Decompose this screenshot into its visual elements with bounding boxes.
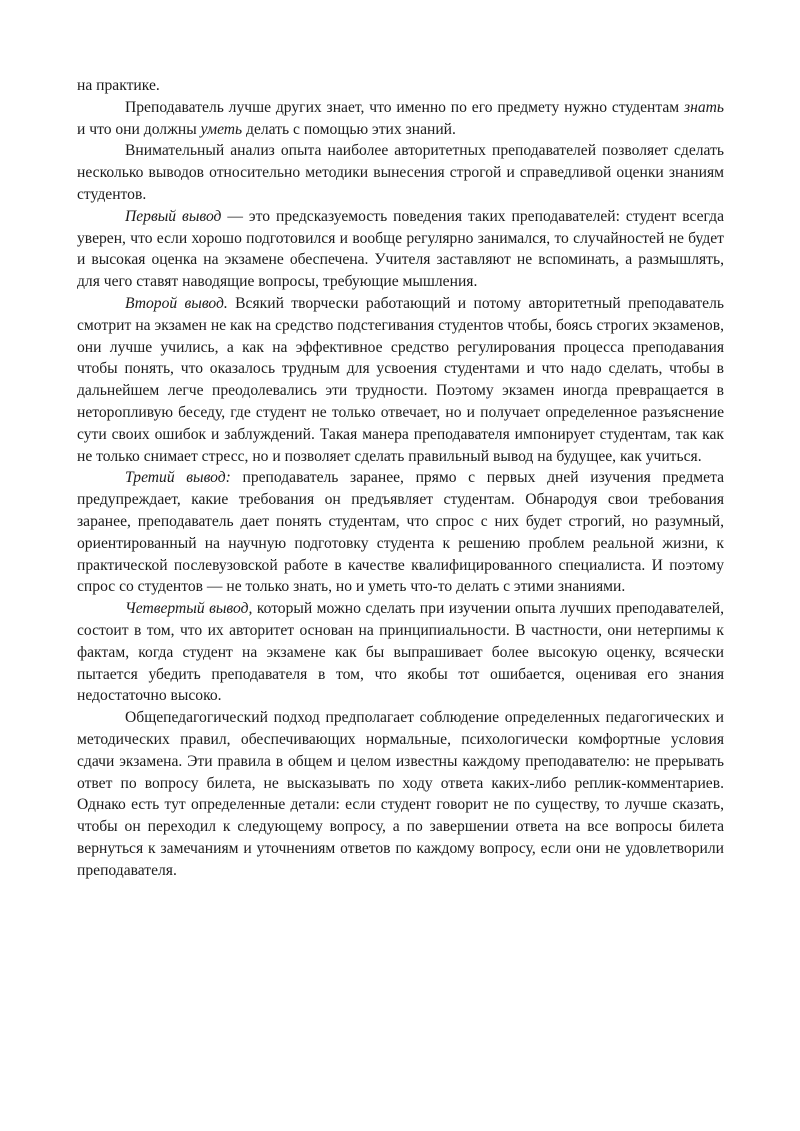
paragraph-continuation xyxy=(77,75,724,97)
text-segment: Преподаватель лучше других знает, что именно по его предмету нужно студентам xyxy=(125,98,685,116)
text-segment: — это предсказуемость поведения таких преподавателей: студент всегда уверен, что если хорошо подготовился и вообще регулярно занимался, то случайностей не будет и высокая оценка на экзамене обеспечена. Учителя заставляют не вспоминать, а размышлять, для чего ставят наводящие вопросы, требующие мышления. xyxy=(77,207,724,291)
paragraph-teacher-knows xyxy=(77,97,724,141)
conclusion-heading: Четвертый вывод, xyxy=(125,600,253,618)
conclusion-heading: Первый вывод xyxy=(125,207,222,225)
text-segment: Общепедагогический подход предполагает соблюдение определенных педагогических и методических правил, обеспечивающих нормальные, психологически комфортные условия сдачи экзамена. Эти правила в общем и целом известны каждому преподавателю: не прерывать ответ по вопросу билета, не высказывать по ходу ответа каких-либо реплик-комментариев. Однако есть тут определенные детали: если студент говорит не по существу, то лучше сказать, чтобы он переходил к следующему вопросу, а по завершении ответа на все вопросы билета вернуться к замечаниям и уточнениям ответов по каждому вопросу, если они не удовлетворили преподавателя. xyxy=(77,709,724,879)
text-segment: на практике. xyxy=(77,77,160,94)
conclusion-heading: Третий вывод: xyxy=(125,469,231,487)
paragraph-analysis xyxy=(77,140,724,205)
text-segment: и что они должны xyxy=(77,120,201,138)
text-segment: делать с помощью этих знаний. xyxy=(242,120,456,138)
paragraph-general-approach xyxy=(77,707,724,881)
document-page xyxy=(77,75,724,881)
emphasis-know: знать xyxy=(684,98,724,116)
text-segment: Всякий творчески работающий и потому авторитетный преподаватель смотрит на экзамен не как на средство подстегивания студентов чтобы, боясь строгих экзаменов, они лучше учились, а как на эффективное средство регулирования процесса преподавания чтобы понять, что оказалось трудным для усвоения студентами и что надо сделать, чтобы в дальнейшем легче преодолевались эти трудности. Поэтому экзамен иногда превращается в неторопливую беседу, где студент не только отвечает, но и получает определенное разъяснение сути своих ошибок и заблуждений. Такая манера преподавателя импонирует студентам, так как не только снимает стресс, но и позволяет сделать правильный вывод на будущее, как учиться. xyxy=(77,294,724,465)
emphasis-be-able: уметь xyxy=(200,120,243,138)
text-segment: который можно сделать при изучении опыта лучших преподавателей, состоит в том, что их авторитет основан на принципиальности. В частности, они нетерпимы к фактам, когда студент на экзамене как бы выпрашивает более высокую оценку, всячески пытается убедить преподавателя в том, что якобы тот ошибается, оценивая его знания недостаточно высоко. xyxy=(77,600,724,705)
paragraph-third-conclusion xyxy=(77,467,724,598)
paragraph-first-conclusion xyxy=(77,206,724,293)
paragraph-fourth-conclusion xyxy=(77,598,724,707)
text-segment: Внимательный анализ опыта наиболее авторитетных преподавателей позволяет сделать несколько выводов относительно методики вынесения строгой и справедливой оценки знаниям студентов. xyxy=(77,142,724,203)
text-segment: преподаватель заранее, прямо с первых дней изучения предмета предупреждает, какие требования он предъявляет студентам. Обнародуя свои требования заранее, преподаватель дает понять студентам, что спрос с них будет строгий, но разумный, ориентированный на научную подготовку студента к решению проблем реальной жизни, к практической послевузовской работе в качестве квалифицированного специалиста. И поэтому спрос со студентов — не только знать, но и уметь что-то делать с этими знаниями. xyxy=(77,469,724,596)
conclusion-heading: Второй вывод. xyxy=(125,294,228,312)
paragraph-second-conclusion xyxy=(77,293,724,467)
